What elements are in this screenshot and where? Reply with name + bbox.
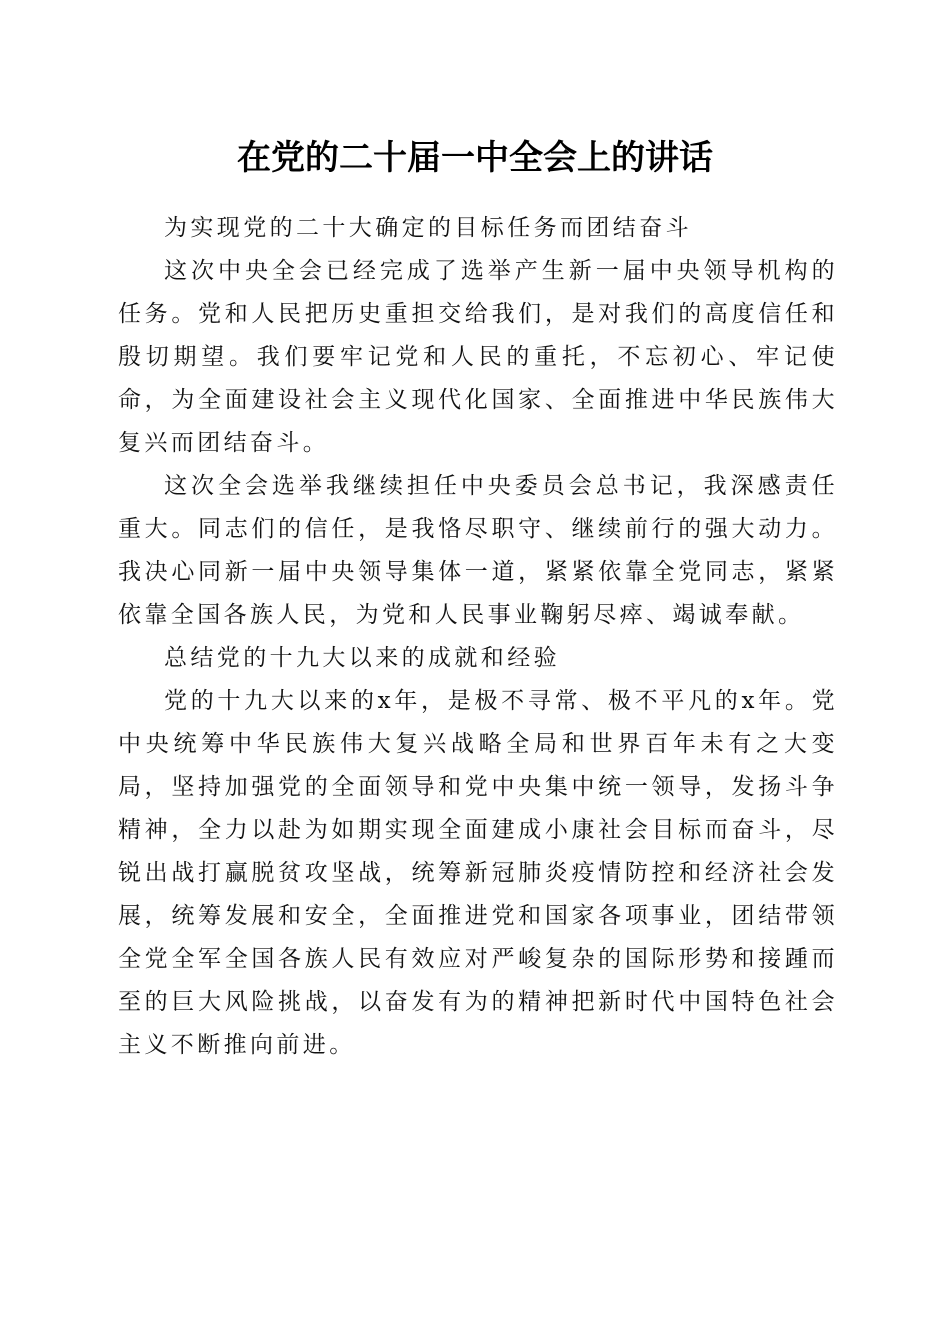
body-paragraph: 这次中央全会已经完成了选举产生新一届中央领导机构的任务。党和人民把历史重担交给我们，是对我们的高度信任和殷切期望。我们要牢记党和人民的重托，不忘初心、牢记使命，为全面建设社会主义现代化国家、全面推进中华民族伟大复兴而团结奋斗。	[118, 258, 838, 456]
body-paragraph: 党的十九大以来的x年，是极不寻常、极不平凡的x年。党中央统筹中华民族伟大复兴战略全局和世界百年未有之大变局，坚持加强党的全面领导和党中央集中统一领导，发扬斗争精神，全力以赴为如期实现全面建成小康社会目标而奋斗，尽锐出战打赢脱贫攻坚战，统筹新冠肺炎疫情防控和经济社会发展，统筹发展和安全，全面推进党和国家各项事业，团结带领全党全军全国各族人民有效应对严峻复杂的国际形势和接踵而至的巨大风险挑战，以奋发有为的精神把新时代中国特色社会主义不断推向前进。	[118, 688, 838, 1058]
section-heading: 为实现党的二十大确定的目标任务而团结奋斗	[164, 215, 692, 241]
document-title: 在党的二十届一中全会上的讲话	[237, 138, 713, 178]
document-body	[118, 207, 838, 1067]
body-paragraph: 这次全会选举我继续担任中央委员会总书记，我深感责任重大。同志们的信任，是我恪尽职守、继续前行的强大动力。我决心同新一届中央领导集体一道，紧紧依靠全党同志，紧紧依靠全国各族人民，为党和人民事业鞠躬尽瘁、竭诚奉献。	[118, 473, 838, 628]
section-heading: 总结党的十九大以来的成就和经验	[164, 645, 560, 671]
